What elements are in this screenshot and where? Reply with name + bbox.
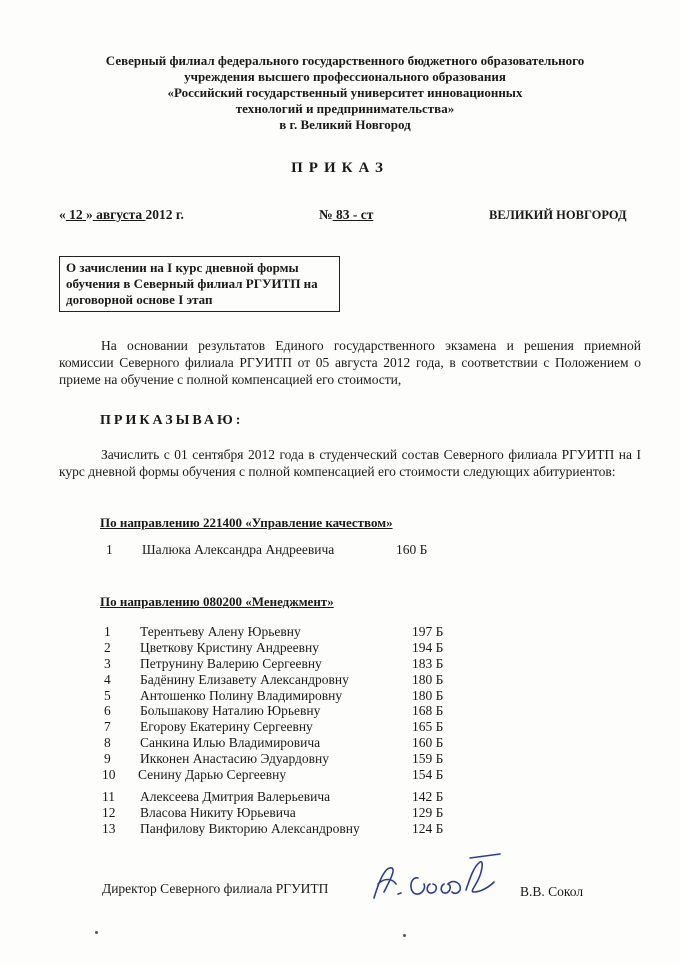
student-number: 10 bbox=[102, 767, 116, 782]
date-year: 2012 г. bbox=[145, 207, 184, 222]
student-number: 3 bbox=[104, 656, 111, 671]
order-word: ПРИКАЗЫВАЮ: bbox=[100, 413, 244, 428]
student-number: 13 bbox=[102, 821, 116, 836]
student-number: 1 bbox=[104, 624, 111, 639]
student-number: 4 bbox=[104, 672, 111, 687]
student-name: Панфилову Викторию Александровну bbox=[140, 821, 360, 836]
date-day: 12 bbox=[65, 207, 86, 222]
director-name: В.В. Сокол bbox=[520, 884, 584, 899]
student-name: Петрунину Валерию Сергеевну bbox=[140, 656, 322, 671]
student-name: Терентьеву Алену Юрьевну bbox=[140, 624, 301, 639]
student-number: 9 bbox=[104, 751, 111, 766]
header-line: технологий и предпринимательства» bbox=[235, 101, 455, 116]
scan-speck bbox=[95, 931, 98, 934]
order-date: « 12 » августа 2012 г. bbox=[59, 207, 184, 222]
date-month: августа bbox=[92, 207, 146, 222]
student-score: 159 Б bbox=[412, 751, 444, 766]
student-name: Цветкову Кристину Андреевну bbox=[140, 640, 319, 655]
student-name: Бадёнину Елизавету Александровну bbox=[140, 672, 349, 687]
student-number: 1 bbox=[106, 542, 113, 557]
director-position: Директор Северного филиала РГУИТП bbox=[102, 881, 329, 896]
student-number: 11 bbox=[102, 789, 115, 804]
student-number: 7 bbox=[104, 719, 111, 734]
order-paragraph: Зачислить с 01 сентября 2012 года в студенческий состав Северного филиала РГУИТП на I курс дневной формы обучения с полной компенсацией его стоимости следующих абитуриентов: bbox=[59, 447, 641, 479]
student-number: 8 bbox=[104, 735, 111, 750]
student-score: 180 Б bbox=[412, 688, 444, 703]
student-number: 2 bbox=[104, 640, 111, 655]
order-number: № 83 - ст bbox=[319, 207, 374, 222]
order-subject: О зачислении на I курс дневной формы обучения в Северный филиал РГУИТП на договорной основе I этап bbox=[59, 256, 340, 312]
student-score: 197 Б bbox=[412, 624, 444, 639]
student-score: 142 Б bbox=[412, 789, 444, 804]
student-name: Большакову Наталию Юрьевну bbox=[140, 703, 321, 718]
student-number: 5 bbox=[104, 688, 111, 703]
organization-header bbox=[40, 53, 650, 133]
student-name: Власова Никиту Юрьевича bbox=[140, 805, 296, 820]
student-score: 160 Б bbox=[396, 542, 428, 557]
header-line: Северный филиал федерального государственного бюджетного образовательного bbox=[105, 53, 585, 68]
student-score: 168 Б bbox=[412, 703, 444, 718]
student-score: 154 Б bbox=[412, 767, 444, 782]
scan-speck bbox=[403, 934, 406, 937]
header-line: учреждения высшего профессионального образования bbox=[184, 69, 506, 84]
direction-heading: По направлению 080200 «Менеджмент» bbox=[100, 594, 334, 609]
student-name: Сенину Дарью Сергеевну bbox=[138, 767, 287, 782]
handwritten-signature bbox=[370, 848, 510, 908]
student-name: Шалюка Александра Андреевича bbox=[142, 542, 335, 557]
student-name: Алексеева Дмитрия Валерьевича bbox=[140, 789, 331, 804]
student-score: 160 Б bbox=[412, 735, 444, 750]
student-name: Антошенко Полину Владимировну bbox=[140, 688, 343, 703]
student-name: Егорову Екатерину Сергеевну bbox=[140, 719, 313, 734]
student-name: Санкина Илью Владимировича bbox=[140, 735, 321, 750]
student-score: 180 Б bbox=[412, 672, 444, 687]
student-score: 129 Б bbox=[412, 805, 444, 820]
student-score: 194 Б bbox=[412, 640, 444, 655]
student-number: 12 bbox=[102, 805, 116, 820]
city: ВЕЛИКИЙ НОВГОРОД bbox=[489, 208, 627, 222]
basis-paragraph: На основании результатов Единого государственного экзамена и решения приемной комиссии Северного филиала РГУИТП от 05 августа 2012 года, в соответствии с Положением о приеме на обучение с полной компенсацией его стоимости, bbox=[59, 338, 641, 387]
direction-heading: По направлению 221400 «Управление качеством» bbox=[100, 515, 393, 530]
student-score: 183 Б bbox=[412, 656, 444, 671]
document-title: ПРИКАЗ bbox=[291, 160, 389, 176]
student-number: 6 bbox=[104, 703, 111, 718]
student-score: 165 Б bbox=[412, 719, 444, 734]
student-score: 124 Б bbox=[412, 821, 444, 836]
header-line: в г. Великий Новгород bbox=[279, 117, 411, 132]
header-line: «Российский государственный университет инновационных bbox=[167, 85, 523, 100]
student-name: Икконен Анастасию Эдуардовну bbox=[140, 751, 329, 766]
